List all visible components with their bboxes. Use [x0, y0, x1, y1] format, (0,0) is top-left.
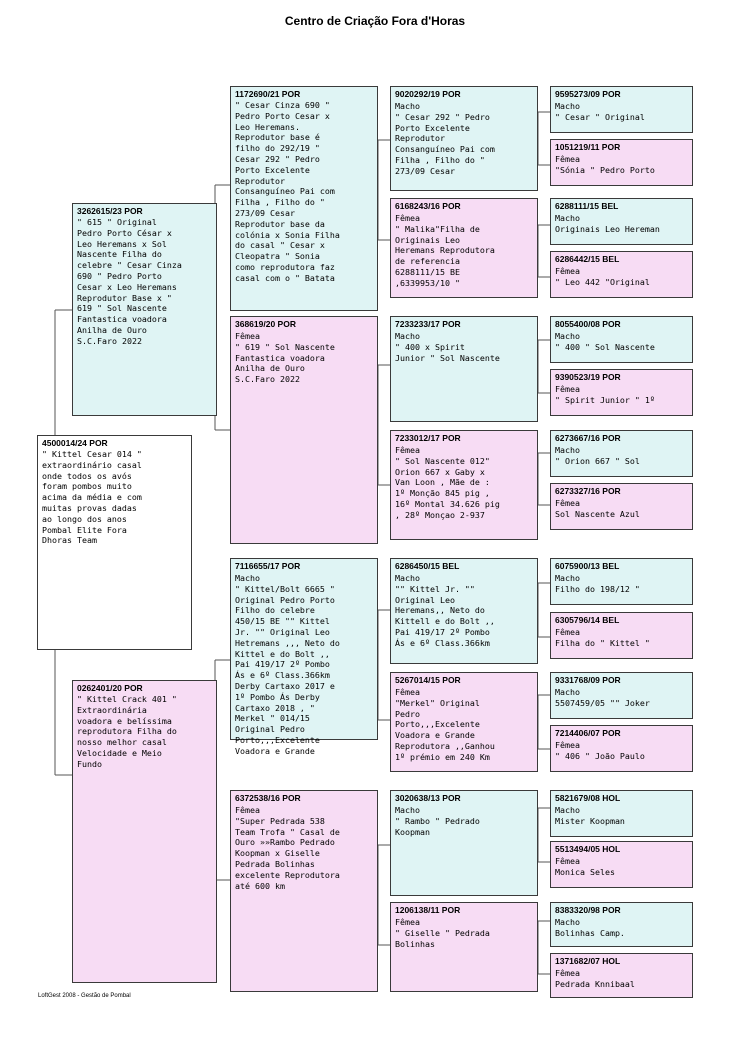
ring-number: 0262401/20 POR	[77, 683, 143, 693]
ring-number: 4500014/24 POR	[42, 438, 108, 448]
ring-number: 9331768/09 POR	[555, 675, 621, 685]
sex-label: Fêmea	[555, 627, 580, 637]
pigeon-card-grandparent[interactable]	[230, 790, 378, 992]
ring-number: 6273327/16 POR	[555, 486, 621, 496]
pigeon-card-gen4[interactable]	[550, 483, 693, 530]
description: " 400 x Spirit Junior " Sol Nascente	[395, 341, 500, 363]
description: 5507459/05 "" Joker	[555, 697, 650, 708]
sex-label: Fêmea	[235, 805, 260, 815]
description: " Rambo " Pedrado Koopman	[395, 815, 480, 837]
ring-number: 6286442/15 BEL	[555, 254, 620, 264]
pigeon-card-great-grandparent[interactable]	[390, 430, 538, 540]
sex-label: Macho	[395, 331, 420, 341]
pigeon-card-great-grandparent[interactable]	[390, 672, 538, 772]
ring-number: 1172690/21 POR	[235, 89, 301, 99]
pigeon-card-gen4[interactable]	[550, 953, 693, 998]
sex-label: Macho	[555, 917, 580, 927]
pigeon-card-gen4[interactable]	[550, 672, 693, 719]
pigeon-card-grandparent[interactable]	[230, 316, 378, 544]
ring-number: 3020638/13 POR	[395, 793, 461, 803]
description: "Sónia " Pedro Porto	[555, 164, 655, 175]
pigeon-card-great-grandparent[interactable]	[390, 558, 538, 664]
pigeon-card-grandparent[interactable]	[230, 86, 378, 311]
sex-label: Fêmea	[555, 740, 580, 750]
description: Pedrada Knnibaal	[555, 978, 635, 989]
description: Mister Koopman	[555, 815, 625, 826]
sex-label: Fêmea	[555, 856, 580, 866]
sex-label: Macho	[235, 573, 260, 583]
sex-label: Macho	[395, 101, 420, 111]
description: " Cesar Cinza 690 " Pedro Porto Cesar x Leo Heremans. Reprodutor base é filho do 292/19 " Cesar 292 " Pedro Porto Excelente Reprodutor Consanguíneo Pai com Filha , Filho do " 273/09 Cesar Reprodutor base da colónia x Sonia Filha do casal " Cesar x Cleopatra " Sonia como reprodutora faz casal com o " Batata	[235, 100, 340, 283]
sex-label: Macho	[555, 101, 580, 111]
sex-label: Macho	[555, 687, 580, 697]
ring-number: 6305796/14 BEL	[555, 615, 620, 625]
ring-number: 6273667/16 POR	[555, 433, 621, 443]
ring-number: 368619/20 POR	[235, 319, 296, 329]
description: " 400 " Sol Nascente	[555, 341, 655, 352]
sex-label: Macho	[555, 445, 580, 455]
description: " Spirit Junior " 1º	[555, 394, 655, 405]
ring-number: 3262615/23 POR	[77, 206, 143, 216]
pigeon-card-gen4[interactable]	[550, 725, 693, 772]
description: " Giselle " Pedrada Bolinhas	[395, 927, 490, 949]
description: " Sol Nascente 012" Orion 667 x Gaby x Van Loon , Mãe de : 1º Monção 845 pig , 16º Montal 34.626 pig , 28º Monçao 2-937	[395, 455, 500, 520]
description: "" Kittel Jr. "" Original Leo Heremans,, Neto do Kittell e do Bolt ,, Pai 419/17 2º Pombo Ás e 6º Class.366km	[395, 583, 495, 648]
ring-number: 8055400/08 POR	[555, 319, 621, 329]
pigeon-card-grandparent[interactable]	[230, 558, 378, 756]
ring-number: 1051219/11 POR	[555, 142, 621, 152]
pigeon-card-gen4[interactable]	[550, 612, 693, 659]
sex-label: Fêmea	[555, 498, 580, 508]
sex-label: Fêmea	[395, 445, 420, 455]
page-title: Centro de Criação Fora d'Horas	[284, 14, 466, 28]
description: " Cesar 292 " Pedro Porto Excelente Reprodutor Consanguíneo Pai com Filha , Filho do " 273/09 Cesar	[395, 111, 495, 176]
footer-credit: LoftGest 2008 - Gestão de Pombal	[38, 993, 131, 999]
description: " Cesar " Original	[555, 111, 645, 122]
pigeon-card-great-grandparent[interactable]	[390, 316, 538, 422]
pigeon-card-great-grandparent[interactable]	[390, 790, 538, 896]
description: " 615 " Original Pedro Porto César x Leo Heremans x Sol Nascente Filha do celebre " Cesar Cinza 690 " Pedro Porto Cesar x Leo Heremans Reprodutor Base x " 619 " Sol Nascente Fantastica voadora Anilha de Ouro S.C.Faro 2022	[77, 217, 182, 346]
description: " Malika"Filha de Originais Leo Heremans Reprodutora de referencia 6288111/15 BE ,6339953/10 "	[395, 223, 495, 288]
sex-label: Fêmea	[395, 917, 420, 927]
ring-number: 6288111/15 BEL	[555, 201, 619, 211]
pigeon-card-great-grandparent[interactable]	[390, 198, 538, 298]
sex-label: Fêmea	[395, 213, 420, 223]
ring-number: 5513494/05 HOL	[555, 844, 621, 854]
pigeon-card-great-grandparent[interactable]	[390, 902, 538, 992]
pigeon-card-gen4[interactable]	[550, 139, 693, 186]
description: Bolinhas Camp.	[555, 927, 625, 938]
sex-label: Macho	[555, 331, 580, 341]
ring-number: 6286450/15 BEL	[395, 561, 460, 571]
description: " Leo 442 "Original	[555, 276, 650, 287]
sex-label: Macho	[395, 573, 420, 583]
description: Filha do " Kittel "	[555, 637, 650, 648]
pigeon-card-sire[interactable]	[72, 203, 217, 416]
pigeon-card-dam[interactable]	[72, 680, 217, 983]
description: Sol Nascente Azul	[555, 508, 640, 519]
description: " Orion 667 " Sol	[555, 455, 640, 466]
sex-label: Macho	[555, 213, 580, 223]
ring-number: 6372538/16 POR	[235, 793, 301, 803]
sex-label: Macho	[555, 805, 580, 815]
ring-number: 5267014/15 POR	[395, 675, 461, 685]
ring-number: 9390523/19 POR	[555, 372, 621, 382]
description: "Super Pedrada 538 Team Trofa " Casal de Ouro »»Rambo Pedrado Koopman x Giselle Pedrada Bolinhas excelente Reprodutora até 600 km	[235, 815, 340, 891]
description: " Kittel Cesar 014 " extraordinário casal onde todos os avós foram pombos muito acima da média e com muitas provas dadas ao longo dos anos Pombal Elite Fora Dhoras Team	[42, 449, 142, 546]
ring-number: 6168243/16 POR	[395, 201, 461, 211]
ring-number: 8383320/98 POR	[555, 905, 621, 915]
pigeon-card-gen4[interactable]	[550, 430, 693, 477]
sex-label: Macho	[555, 573, 580, 583]
pigeon-card-great-grandparent[interactable]	[390, 86, 538, 191]
pigeon-card-gen4[interactable]	[550, 558, 693, 605]
description: "Merkel" Original Pedro Porto,,,Excelente Voadora e Grande Reprodutora ,,Ganhou 1º prémio em 240 Km	[395, 697, 495, 762]
pigeon-card-gen4[interactable]	[550, 790, 693, 837]
pigeon-card-gen4[interactable]	[550, 251, 693, 298]
description: " 406 " João Paulo	[555, 750, 645, 761]
sex-label: Macho	[395, 805, 420, 815]
ring-number: 7116655/17 POR	[235, 561, 301, 571]
pigeon-card-subject[interactable]	[37, 435, 192, 650]
sex-label: Fêmea	[555, 384, 580, 394]
sex-label: Fêmea	[555, 154, 580, 164]
description: Monica Seles	[555, 866, 615, 877]
pigeon-card-gen4[interactable]	[550, 902, 693, 947]
sex-label: Fêmea	[555, 968, 580, 978]
pigeon-card-gen4[interactable]	[550, 86, 693, 133]
ring-number: 9595273/09 POR	[555, 89, 621, 99]
pigeon-card-gen4[interactable]	[550, 369, 693, 416]
sex-label: Fêmea	[395, 687, 420, 697]
ring-number: 7233233/17 POR	[395, 319, 461, 329]
ring-number: 1206138/11 POR	[395, 905, 461, 915]
pigeon-card-gen4[interactable]	[550, 316, 693, 363]
description: " 619 " Sol Nascente Fantastica voadora Anilha de Ouro S.C.Faro 2022	[235, 341, 335, 385]
description: " Kittel Crack 401 " Extraordinária voadora e belíssima reprodutora Filha do nosso melhor casal Velocidade e Meio Fundo	[77, 694, 177, 769]
ring-number: 6075900/13 BEL	[555, 561, 620, 571]
description: Filho do 198/12 "	[555, 583, 640, 594]
ring-number: 9020292/19 POR	[395, 89, 461, 99]
sex-label: Fêmea	[555, 266, 580, 276]
ring-number: 7214406/07 POR	[555, 728, 621, 738]
ring-number: 5821679/08 HOL	[555, 793, 621, 803]
pigeon-card-gen4[interactable]	[550, 841, 693, 888]
description: Originais Leo Hereman	[555, 223, 660, 234]
pigeon-card-gen4[interactable]	[550, 198, 693, 245]
sex-label: Fêmea	[235, 331, 260, 341]
description: " Kittel/Bolt 6665 " Original Pedro Porto Filho do celebre 450/15 BE "" Kittel Jr. "" Original Leo Hetremans ,,, Neto do Kittel e do Bolt ,, Pai 419/17 2º Pombo Ás e 6º Class.366km Derby Cartaxo 2017 e 1º Pombo Ás Derby Cartaxo 2018 , " Merkel " 014/15 Original Pedro Porto,,,Excelente Voadora e Grande	[235, 583, 340, 756]
ring-number: 7233012/17 POR	[395, 433, 461, 443]
ring-number: 1371682/07 HOL	[555, 956, 621, 966]
